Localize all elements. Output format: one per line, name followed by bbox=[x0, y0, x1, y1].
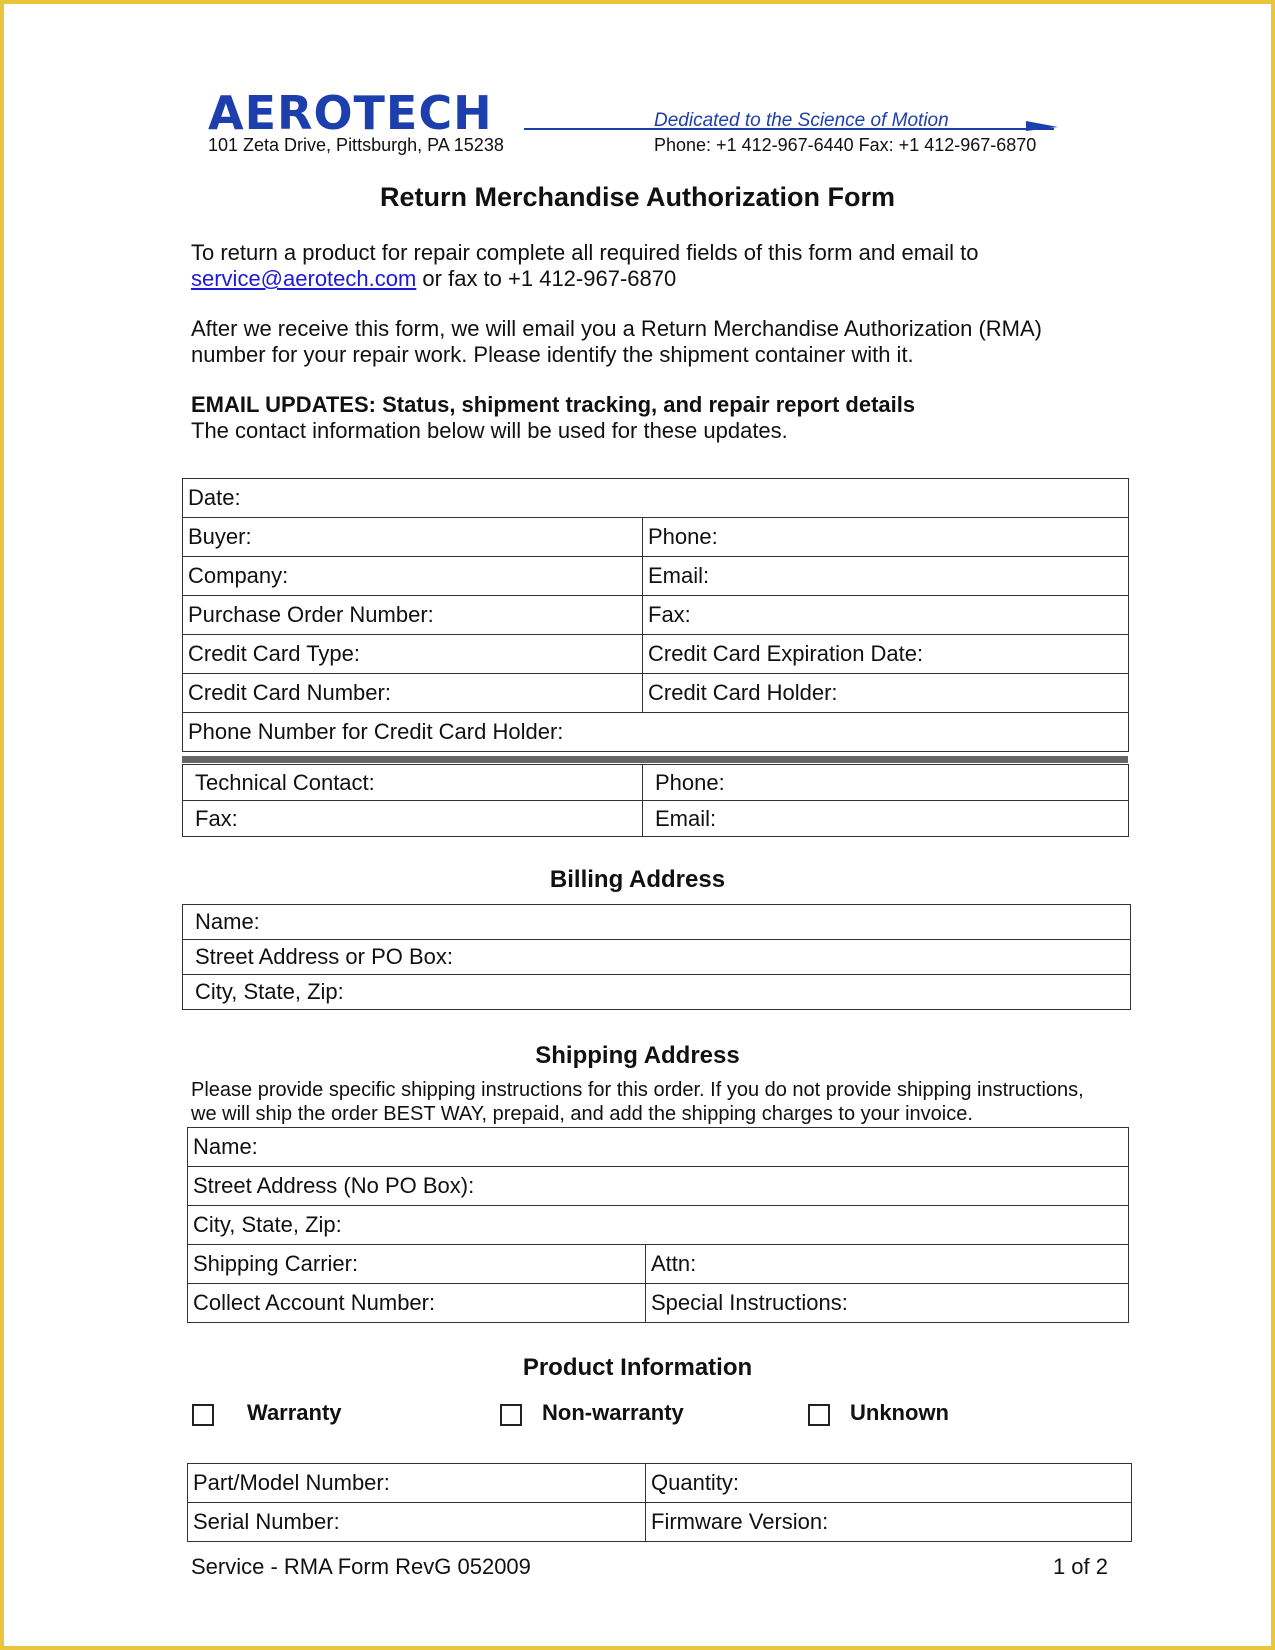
part-model-field[interactable]: Part/Model Number: bbox=[188, 1464, 646, 1503]
contact-table bbox=[182, 478, 1129, 752]
table-row bbox=[183, 674, 1129, 713]
table-row bbox=[188, 1245, 1129, 1284]
header-arrow-icon bbox=[1026, 121, 1058, 131]
page-number: 1 of 2 bbox=[1052, 1554, 1108, 1579]
unknown-checkbox[interactable] bbox=[808, 1404, 830, 1426]
shipping-city-field[interactable]: City, State, Zip: bbox=[188, 1206, 1129, 1245]
special-instructions-field[interactable]: Special Instructions: bbox=[646, 1284, 1129, 1323]
cc-expiration-field[interactable]: Credit Card Expiration Date: bbox=[643, 635, 1129, 674]
table-row bbox=[183, 479, 1129, 518]
table-row bbox=[183, 557, 1129, 596]
table-row bbox=[183, 765, 1129, 801]
table-row bbox=[188, 1128, 1129, 1167]
billing-table bbox=[182, 904, 1131, 1010]
shipping-street-field[interactable]: Street Address (No PO Box): bbox=[188, 1167, 1129, 1206]
intro-line-1: To return a product for repair complete all required fields of this form and email to bbox=[191, 240, 979, 265]
fax-field[interactable]: Fax: bbox=[643, 596, 1129, 635]
table-row bbox=[183, 596, 1129, 635]
cc-holder-phone-field[interactable]: Phone Number for Credit Card Holder: bbox=[183, 713, 1129, 752]
intro-fax-text: or fax to +1 412-967-6870 bbox=[416, 266, 677, 291]
warranty-label: Warranty bbox=[247, 1400, 342, 1425]
product-table bbox=[187, 1463, 1132, 1542]
cc-holder-field[interactable]: Credit Card Holder: bbox=[643, 674, 1129, 713]
table-row bbox=[188, 1464, 1132, 1503]
billing-city-field[interactable]: City, State, Zip: bbox=[183, 975, 1131, 1010]
email-field[interactable]: Email: bbox=[643, 557, 1129, 596]
shipping-instructions-line-1: Please provide specific shipping instructions for this order. If you do not provide shipping instructions, bbox=[191, 1079, 1084, 1101]
table-row bbox=[188, 1167, 1129, 1206]
form-revision: Service - RMA Form RevG 052009 bbox=[191, 1554, 531, 1579]
firmware-version-field[interactable]: Firmware Version: bbox=[646, 1503, 1132, 1542]
quantity-field[interactable]: Quantity: bbox=[646, 1464, 1132, 1503]
date-field[interactable]: Date: bbox=[183, 479, 1129, 518]
table-row bbox=[183, 635, 1129, 674]
service-email-link[interactable]: service@aerotech.com bbox=[191, 266, 417, 291]
warranty-checkbox[interactable] bbox=[192, 1404, 214, 1426]
billing-street-field[interactable]: Street Address or PO Box: bbox=[183, 940, 1131, 975]
technical-email-field[interactable]: Email: bbox=[643, 801, 1129, 837]
page-title: Return Merchandise Authorization Form bbox=[379, 182, 896, 212]
intro-paragraph bbox=[191, 240, 1111, 292]
po-number-field[interactable]: Purchase Order Number: bbox=[183, 596, 643, 635]
technical-contact-table bbox=[182, 764, 1129, 837]
unknown-label: Unknown bbox=[850, 1400, 949, 1425]
section-separator bbox=[182, 756, 1128, 763]
warranty-options bbox=[4, 1400, 1271, 1430]
shipping-name-field[interactable]: Name: bbox=[188, 1128, 1129, 1167]
technical-phone-field[interactable]: Phone: bbox=[643, 765, 1129, 801]
company-tagline: Dedicated to the Science of Motion bbox=[654, 110, 949, 131]
shipping-heading: Shipping Address bbox=[535, 1042, 740, 1069]
technical-contact-field[interactable]: Technical Contact: bbox=[183, 765, 643, 801]
email-updates-text: The contact information below will be used for these updates. bbox=[191, 418, 788, 443]
technical-fax-field[interactable]: Fax: bbox=[183, 801, 643, 837]
shipping-table bbox=[187, 1127, 1129, 1323]
shipping-attn-field[interactable]: Attn: bbox=[646, 1245, 1129, 1284]
intro-line-2 bbox=[191, 266, 1111, 292]
phone-field[interactable]: Phone: bbox=[643, 518, 1129, 557]
table-row bbox=[183, 518, 1129, 557]
email-updates-heading: EMAIL UPDATES: Status, shipment tracking, and repair report details bbox=[191, 392, 916, 417]
cc-type-field[interactable]: Credit Card Type: bbox=[183, 635, 643, 674]
table-row bbox=[183, 801, 1129, 837]
company-phone-fax: Phone: +1 412-967-6440 Fax: +1 412-967-6870 bbox=[654, 135, 1037, 155]
rma-paragraph bbox=[191, 316, 1111, 368]
billing-heading: Billing Address bbox=[549, 866, 726, 893]
cc-number-field[interactable]: Credit Card Number: bbox=[183, 674, 643, 713]
shipping-instructions bbox=[191, 1078, 1151, 1126]
table-row bbox=[188, 1206, 1129, 1245]
collect-account-field[interactable]: Collect Account Number: bbox=[188, 1284, 646, 1323]
non-warranty-checkbox[interactable] bbox=[500, 1404, 522, 1426]
table-row bbox=[183, 713, 1129, 752]
product-heading: Product Information bbox=[522, 1354, 753, 1381]
non-warranty-label: Non-warranty bbox=[542, 1400, 684, 1425]
table-row bbox=[183, 940, 1131, 975]
table-row bbox=[183, 905, 1131, 940]
email-updates-paragraph bbox=[191, 392, 1111, 444]
company-address: 101 Zeta Drive, Pittsburgh, PA 15238 bbox=[208, 135, 504, 155]
aerotech-logo: AEROTECH bbox=[208, 86, 493, 140]
shipping-instructions-line-2: we will ship the order BEST WAY, prepaid, and add the shipping charges to your invoice. bbox=[191, 1103, 973, 1125]
billing-name-field[interactable]: Name: bbox=[183, 905, 1131, 940]
table-row bbox=[188, 1503, 1132, 1542]
company-field[interactable]: Company: bbox=[183, 557, 643, 596]
table-row bbox=[188, 1284, 1129, 1323]
table-row bbox=[183, 975, 1131, 1010]
buyer-field[interactable]: Buyer: bbox=[183, 518, 643, 557]
rma-line-2: number for your repair work. Please identify the shipment container with it. bbox=[191, 342, 914, 367]
serial-number-field[interactable]: Serial Number: bbox=[188, 1503, 646, 1542]
shipping-carrier-field[interactable]: Shipping Carrier: bbox=[188, 1245, 646, 1284]
rma-line-1: After we receive this form, we will email you a Return Merchandise Authorization (RMA) bbox=[191, 316, 1042, 341]
